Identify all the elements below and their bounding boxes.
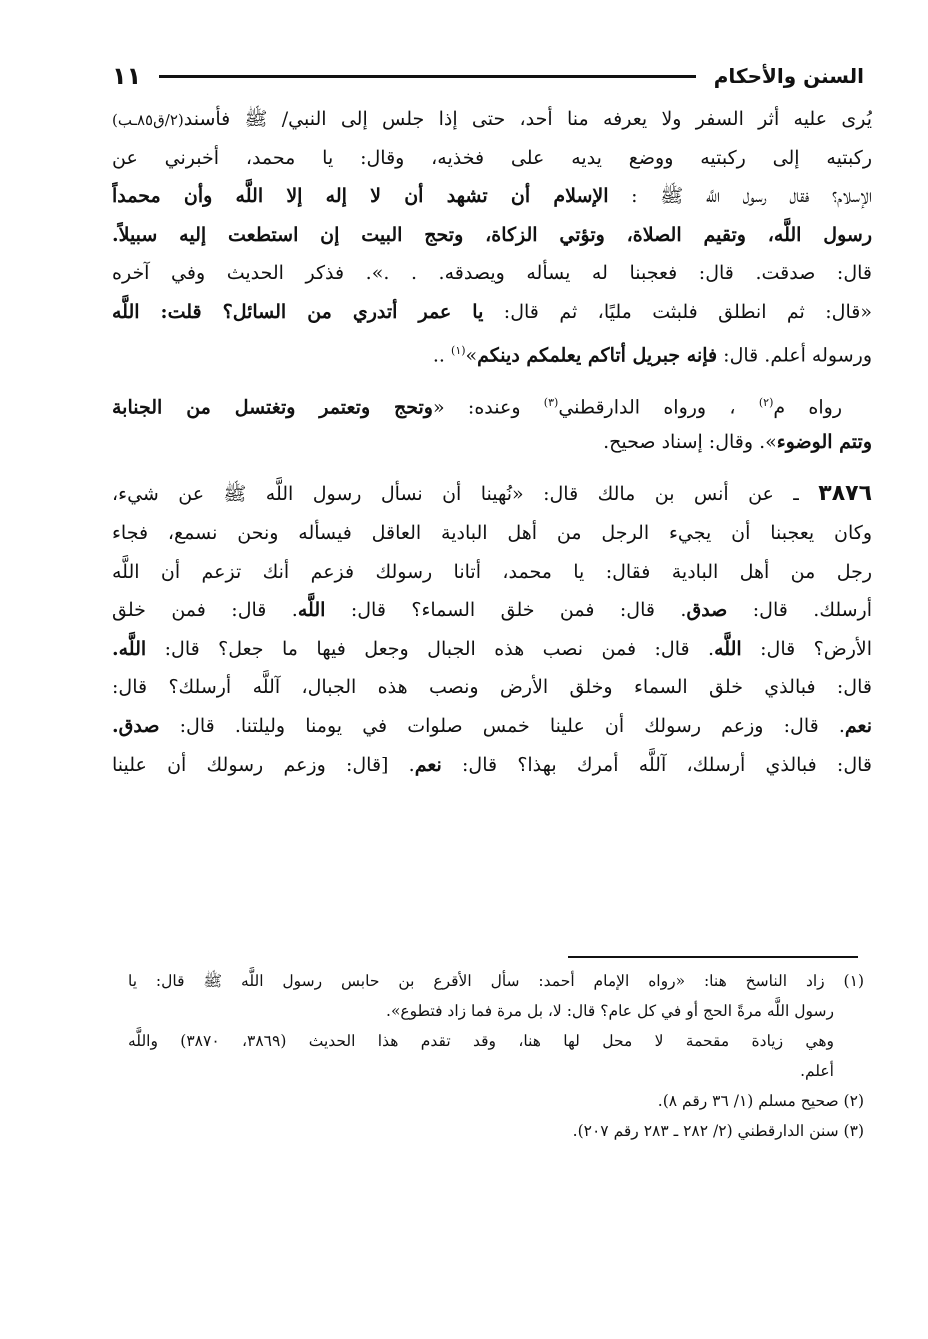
text-run: الإسلام؟ فقال رسول اللَّه ﷺ : (608, 185, 872, 208)
text-run: » (465, 343, 478, 366)
manuscript-folio-note: (٢/ق٨٥ـب) (112, 111, 184, 129)
text-run: . قال: فمن خلق (112, 599, 298, 622)
text-line: رجل من أهل البادية فقال: يا محمد، أتانا رسولك فزعم أنك تزعم أن اللَّه (112, 560, 872, 583)
text-line: قال: فبالذي خلق السماء وخلق الأرض ونصب هذه الجبال، آللَّه أرسلك؟ قال: (112, 676, 872, 699)
text-line (112, 423, 872, 462)
bold-text-run: نعم (844, 714, 872, 737)
bold-text-run: وتحج وتعتمر وتغتسل من الجنابة (112, 396, 433, 419)
text-line: وكان يعجبنا أن يجيء الرجل من أهل البادية العاقل فيسأله ونحن نسمع، فجاء (112, 521, 872, 544)
text-run: .. (432, 343, 452, 366)
footnote-ref[interactable]: (٢) (758, 396, 774, 410)
footnote-ref[interactable]: (٣) (543, 396, 559, 410)
footnote-line: أعلم. (800, 1062, 834, 1080)
text-line (112, 746, 872, 785)
main-text (112, 100, 872, 784)
bold-text-run: صدق. (112, 714, 160, 737)
bold-text-run: اللَّه. (112, 637, 147, 660)
text-run: . [قال: وزعم رسولك أن علينا (112, 753, 415, 776)
text-line (112, 707, 872, 746)
footnote-ref[interactable]: (١) (451, 343, 466, 357)
text-line (112, 177, 872, 216)
text-run: ». وقال: إسناد صحيح. (603, 430, 777, 453)
text-line (112, 332, 872, 371)
footnote-1 (128, 966, 864, 1086)
text-run: ـ عن أنس بن مالك قال: «نُهينا أن نسأل رسول اللَّه ﷺ عن شيء، (112, 483, 819, 506)
text-run: . قال: فمن نصب هذه الجبال وجعل فيها ما جعل؟ قال: (146, 637, 715, 660)
running-header (112, 58, 864, 94)
bold-text-run: فإنه جبريل أتاكم يعلمكم دينكم (477, 343, 718, 366)
text-run: «قال: ثم انطلق فلبثت مليًا، ثم قال: (483, 300, 872, 323)
bold-text-run: صدق (686, 599, 728, 622)
text-line (112, 591, 872, 630)
bold-text-run: يا عمر أتدري من السائل؟ (222, 300, 484, 323)
text-run: الأرض؟ قال: (741, 637, 872, 660)
footnotes (128, 966, 864, 1146)
book-title: السنن والأحكام (713, 64, 864, 88)
bold-text-run: اللَّه (714, 637, 742, 660)
footnote-2 (128, 1086, 864, 1116)
bold-text-run: نعم (414, 753, 442, 776)
text-run: وعنده: « (433, 396, 544, 419)
text-line (112, 293, 872, 332)
bold-text-run: الإسلام أن تشهد أن لا إله إلا اللَّه وأن محمداً (112, 185, 609, 208)
text-run: قال: فبالذي أرسلك، آللَّه أمرك بهذا؟ قال: (441, 753, 872, 776)
page-number: ١١ (112, 62, 142, 90)
text-line (112, 630, 872, 669)
paragraph-hadith-3876 (112, 475, 872, 784)
text-line (112, 475, 872, 514)
text-run: . قال: وزعم رسولك أن علينا خمس صلوات في يومنا وليلتنا. قال: (159, 714, 845, 737)
footnote-line: (١) زاد الناسخ هنا: «رواه الإمام أحمد: سأل الأقرع بن حابس رسول اللَّه ﷺ قال: يا (128, 972, 864, 990)
text-run: يُرى عليه أثر السفر ولا يعرفه منا أحد، حتى إذا جلس إلى النبي/ ﷺ فأسند (183, 108, 872, 130)
paragraph-hadith-jibril (112, 100, 872, 370)
bold-text-run: قلت: اللَّه (112, 300, 223, 323)
footnote-3 (128, 1116, 864, 1146)
text-run: . قال: فمن خلق السماء؟ قال: (325, 599, 687, 622)
footnote-line: (٣) سنن الدارقطني (٢/ ٢٨٢ ـ ٢٨٣ رقم ٢٠٧). (572, 1122, 864, 1140)
text-line: قال: صدقت. قال: فعجبنا له يسأله ويصدقه. . .». فذكر الحديث وفي آخره (112, 262, 872, 285)
text-line (112, 384, 872, 423)
text-run: أرسلك. قال: (727, 599, 872, 622)
text-line (112, 100, 872, 139)
text-line: ركبتيه إلى ركبتيه ووضع يديه على فخذيه، وقال: يا محمد، أخبرني عن (112, 146, 872, 169)
footnote-line: رسول اللَّه مرةً الحج أو في كل عام؟ قال: لا، بل مرة فما زاد فتطوع». (386, 1002, 834, 1020)
text-run: رواه م (773, 396, 843, 419)
text-run: ، ورواه الدارقطني (558, 396, 759, 419)
bold-text-run: وتتم الوضوء (776, 430, 872, 453)
header-rule (159, 75, 695, 78)
footnote-line: وهي زيادة مقحمة لا محل لها هنا، وقد تقدم هذا الحديث (٣٨٦٩، ٣٨٧٠) واللَّه (128, 1032, 835, 1050)
text-run: ورسوله أعلم. قال: (717, 343, 872, 366)
text-line: رسول اللَّه، وتقيم الصلاة، وتؤتي الزكاة، وتحج البيت إن استطعت إليه سبيلاً. (112, 223, 872, 246)
paragraph-takhrij (112, 384, 872, 461)
bold-text-run: اللَّه (297, 599, 326, 622)
footnote-separator (568, 956, 858, 958)
hadith-number: ٣٨٧٦ (818, 481, 872, 507)
footnote-line: (٢) صحيح مسلم (١/ ٣٦ رقم ٨). (657, 1092, 864, 1110)
